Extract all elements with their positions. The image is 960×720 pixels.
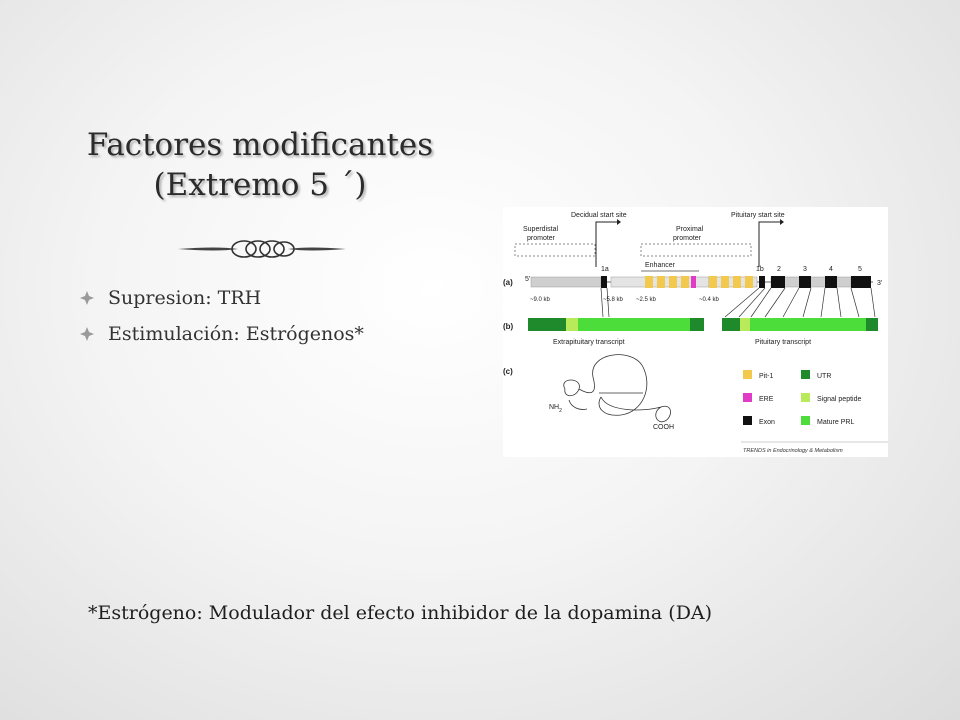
- panel-a-label: (a): [503, 278, 513, 287]
- superdistal-bracket: [515, 244, 595, 256]
- diamond-bullet-icon: [80, 327, 94, 341]
- legend-label: Exon: [759, 419, 775, 426]
- legend-label: ERE: [759, 396, 774, 403]
- nh2-main: NH: [549, 404, 560, 411]
- title-line-2: (Extremo 5 ´): [153, 167, 367, 203]
- bullet-text: Estimulación: Estrógenos*: [108, 323, 364, 345]
- pit1-box: [645, 276, 653, 288]
- pituitary-transcript-bar: [722, 318, 878, 331]
- prolactin-gene-figure: [503, 207, 888, 457]
- distance-label: ~2.5 kb: [636, 297, 656, 303]
- three-prime-label: 3': [877, 280, 883, 287]
- bullet-text: Supresion: TRH: [108, 287, 262, 309]
- five-prime-label: 5': [525, 276, 531, 283]
- legend-label: Pit-1: [759, 373, 774, 380]
- bullet-item: [80, 316, 364, 352]
- credit-label: TRENDS in Endocrinology & Metabolism: [743, 448, 843, 454]
- bullet-item: [80, 280, 364, 316]
- superdistal-label-2: promoter: [527, 235, 556, 242]
- decidual-arrowhead-icon: [617, 219, 621, 225]
- pituitary-start-label: Pituitary start site: [731, 212, 785, 219]
- exon-5: [851, 276, 871, 288]
- slide-title: [60, 125, 460, 205]
- exon-2: [771, 276, 785, 288]
- distance-label: ~0.4 kb: [699, 297, 719, 303]
- exon-4: [825, 276, 837, 288]
- upstream-region: [531, 277, 601, 287]
- distance-label: ~5.8 kb: [603, 297, 623, 303]
- flourish-ornament: [178, 234, 348, 264]
- legend-swatch-mature-prl: [801, 416, 810, 425]
- decidual-arrow: [596, 222, 620, 267]
- pituitary-transcript-label: Pituitary transcript: [755, 339, 812, 346]
- pit1-box: [745, 276, 753, 288]
- panel-b-label: (b): [503, 322, 514, 331]
- pit1-box: [709, 276, 717, 288]
- legend-swatch-signal-peptide: [801, 393, 810, 402]
- exon-5-label: 5: [858, 266, 862, 273]
- proximal-label-1: Proximal: [676, 226, 704, 233]
- footnote: *Estrógeno: Modulador del efecto inhibidor de la dopamina (DA): [88, 602, 713, 624]
- superdistal-label-1: Superdistal: [523, 226, 559, 233]
- title-line-1: Factores modificantes: [86, 127, 434, 163]
- gene-diagram: [503, 207, 888, 457]
- legend: [743, 370, 861, 426]
- pit1-box: [733, 276, 741, 288]
- bullet-list: [80, 280, 364, 352]
- exon-1a-label: 1a: [601, 266, 609, 273]
- legend-swatch-pit1: [743, 370, 752, 379]
- proximal-bracket: [641, 244, 751, 256]
- protein-structure: [564, 355, 671, 422]
- legend-label: Signal peptide: [817, 396, 862, 403]
- diamond-bullet-icon: [80, 291, 94, 305]
- legend-swatch-ere: [743, 393, 752, 402]
- decidual-start-label: Decidual start site: [571, 212, 627, 219]
- pit1-box: [681, 276, 689, 288]
- pit1-box: [669, 276, 677, 288]
- nh2-label: [549, 404, 562, 414]
- proximal-label-2: promoter: [673, 235, 702, 242]
- cooh-label: COOH: [653, 424, 674, 431]
- panel-c-label: (c): [503, 367, 513, 376]
- enhancer-label: Enhancer: [645, 262, 675, 269]
- extrapituitary-label: Extrapituitary transcript: [553, 339, 625, 346]
- extrapituitary-transcript-bar: [528, 318, 704, 331]
- legend-swatch-utr: [801, 370, 810, 379]
- pituitary-arrow: [759, 222, 783, 267]
- ere-box: [691, 276, 696, 288]
- pituitary-arrowhead-icon: [780, 219, 784, 225]
- exon-1a: [601, 276, 607, 288]
- legend-label: UTR: [817, 373, 832, 380]
- nh2-subscript: 2: [559, 408, 562, 414]
- distance-label: ~9.0 kb: [530, 297, 550, 303]
- exon-2-label: 2: [777, 266, 781, 273]
- exon-1b: [759, 276, 765, 288]
- pit1-box: [721, 276, 729, 288]
- legend-swatch-exon: [743, 416, 752, 425]
- legend-label: Mature PRL: [817, 419, 855, 426]
- exon-3: [799, 276, 811, 288]
- exon-3-label: 3: [803, 266, 807, 273]
- exon-4-label: 4: [829, 266, 833, 273]
- pit1-box: [657, 276, 665, 288]
- exon-1b-label: 1b: [756, 266, 764, 273]
